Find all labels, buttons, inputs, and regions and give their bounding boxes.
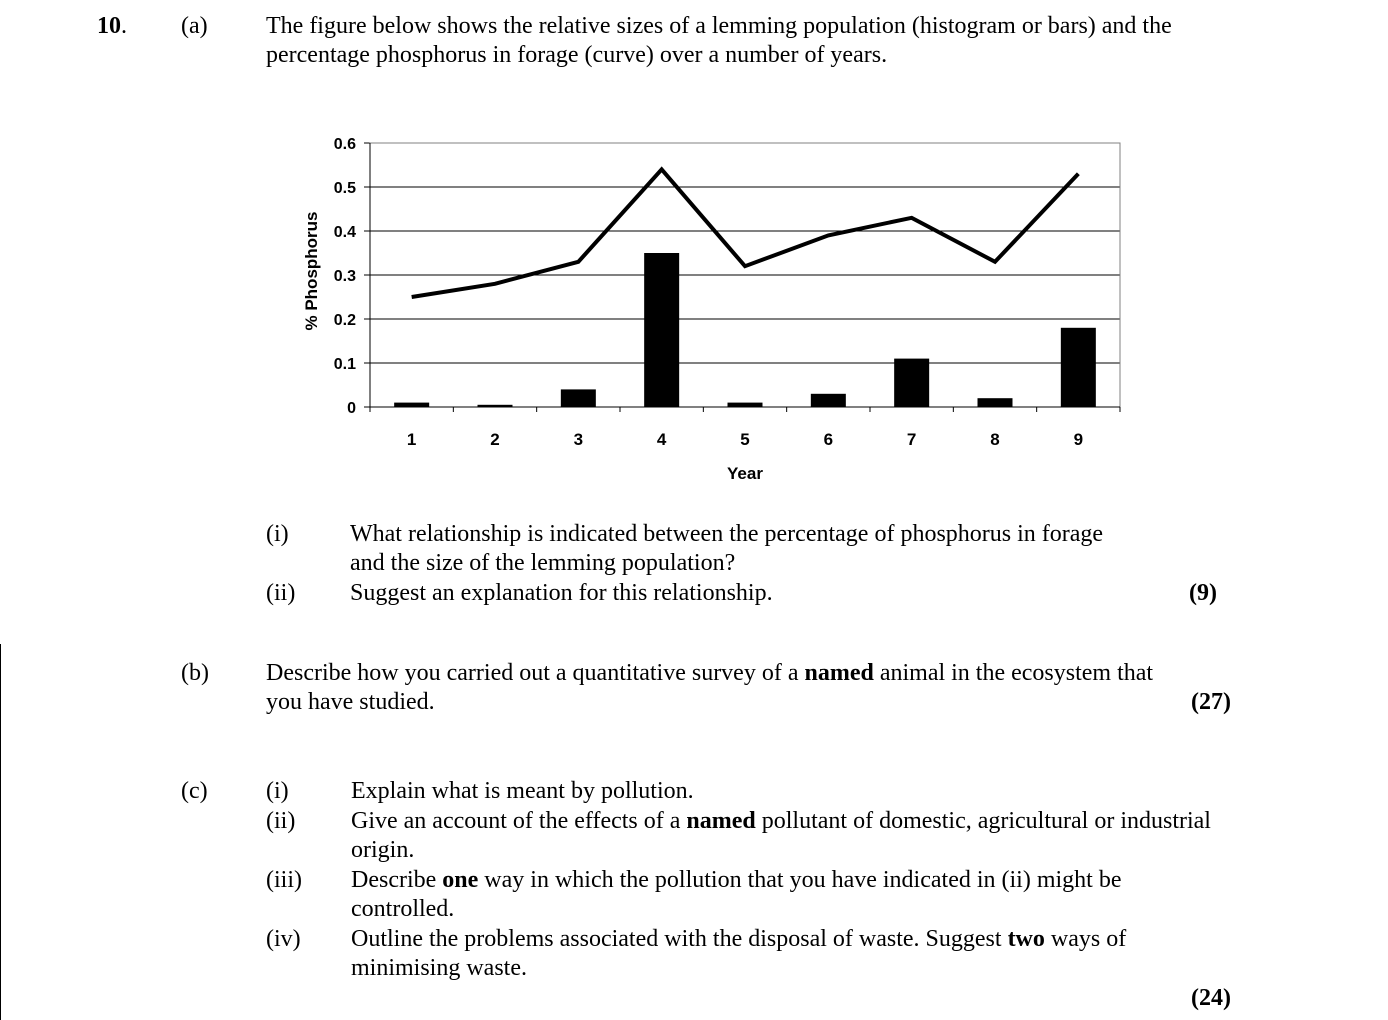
part-c-sub-iv-line1: Outline the problems associated with the disposal of waste. Suggest two ways of bbox=[351, 926, 1127, 952]
y-axis-title: % Phosphorus bbox=[302, 211, 321, 331]
phosphorus-line bbox=[412, 169, 1079, 297]
part-c-sub-iii-label: (iii) bbox=[266, 867, 302, 893]
part-c-sub-iv-label: (iv) bbox=[266, 926, 301, 952]
part-b-line1: Describe how you carried out a quantitative survey of a named animal in the ecosystem that bbox=[266, 660, 1154, 686]
part-c-sub-iv-line2: minimising waste. bbox=[351, 955, 527, 981]
y-tick-label: 0.5 bbox=[333, 180, 356, 197]
part-c-sub-ii-label: (ii) bbox=[266, 808, 296, 834]
part-c-sub-iii-line2: controlled. bbox=[351, 896, 455, 922]
part-a-intro-line2: percentage phosphorus in forage (curve) over a number of years. bbox=[266, 42, 888, 68]
part-a-sub-ii-label: (ii) bbox=[266, 580, 296, 606]
part-c-sub-iii-emphasis: one bbox=[442, 867, 479, 893]
part-a-marks: (9) bbox=[1189, 580, 1217, 606]
y-tick-label: 0 bbox=[347, 400, 356, 417]
part-c-marks: (24) bbox=[1191, 985, 1231, 1011]
part-c-sub-i-text: Explain what is meant by pollution. bbox=[351, 778, 694, 804]
population-bar bbox=[811, 394, 846, 407]
population-bar bbox=[394, 403, 429, 407]
x-tick-label: 8 bbox=[990, 430, 1000, 449]
part-a-intro-line1: The figure below shows the relative sizes of a lemming population (histogram or bars) and the bbox=[266, 13, 1172, 39]
x-tick-label: 1 bbox=[406, 430, 417, 449]
part-a-sub-ii-text: Suggest an explanation for this relationship. bbox=[350, 580, 773, 606]
part-c-sub-iv-emphasis: two bbox=[1007, 926, 1045, 952]
part-c-sub-ii-line1: Give an account of the effects of a named pollutant of domestic, agricultural or industrial bbox=[351, 808, 1211, 834]
x-tick-label: 3 bbox=[573, 430, 584, 449]
part-c-sub-i-label: (i) bbox=[266, 778, 289, 804]
phosphorus-lemming-chart bbox=[290, 125, 1140, 505]
y-tick-label: 0.3 bbox=[333, 268, 356, 285]
population-bar bbox=[561, 389, 596, 407]
y-tick-label: 0.1 bbox=[333, 356, 356, 373]
part-a-sub-i-line1: What relationship is indicated between the percentage of phosphorus in forage bbox=[350, 521, 1104, 547]
population-bar bbox=[978, 398, 1013, 407]
population-bar bbox=[728, 403, 763, 407]
part-c-sub-ii-line2: origin. bbox=[351, 837, 415, 863]
part-a-label: (a) bbox=[181, 13, 208, 39]
population-bar bbox=[894, 359, 929, 407]
margin-rule bbox=[0, 644, 1, 1020]
part-b-label: (b) bbox=[181, 660, 209, 686]
y-tick-label: 0.6 bbox=[333, 136, 356, 153]
x-axis-title: Year bbox=[727, 464, 763, 483]
part-b-marks: (27) bbox=[1191, 689, 1231, 715]
part-b-emphasis: named bbox=[804, 660, 874, 686]
part-c-label: (c) bbox=[181, 778, 208, 804]
y-tick-label: 0.4 bbox=[333, 224, 356, 241]
part-a-sub-i-label: (i) bbox=[266, 521, 289, 547]
population-bar bbox=[1061, 328, 1096, 407]
part-a-sub-i-line2: and the size of the lemming population? bbox=[350, 550, 736, 576]
x-tick-label: 7 bbox=[906, 430, 917, 449]
x-tick-label: 4 bbox=[656, 430, 667, 449]
part-c-sub-iii-line1: Describe one way in which the pollution that you have indicated in (ii) might be bbox=[351, 867, 1122, 893]
x-tick-label: 9 bbox=[1073, 430, 1084, 449]
part-c-sub-ii-emphasis: named bbox=[686, 808, 756, 834]
question-number: 10. bbox=[97, 13, 127, 39]
x-tick-label: 2 bbox=[490, 430, 500, 449]
part-b-line2: you have studied. bbox=[266, 689, 435, 715]
y-tick-label: 0.2 bbox=[333, 312, 356, 329]
population-bar bbox=[644, 253, 679, 407]
x-tick-label: 5 bbox=[740, 430, 750, 449]
x-tick-label: 6 bbox=[823, 430, 834, 449]
